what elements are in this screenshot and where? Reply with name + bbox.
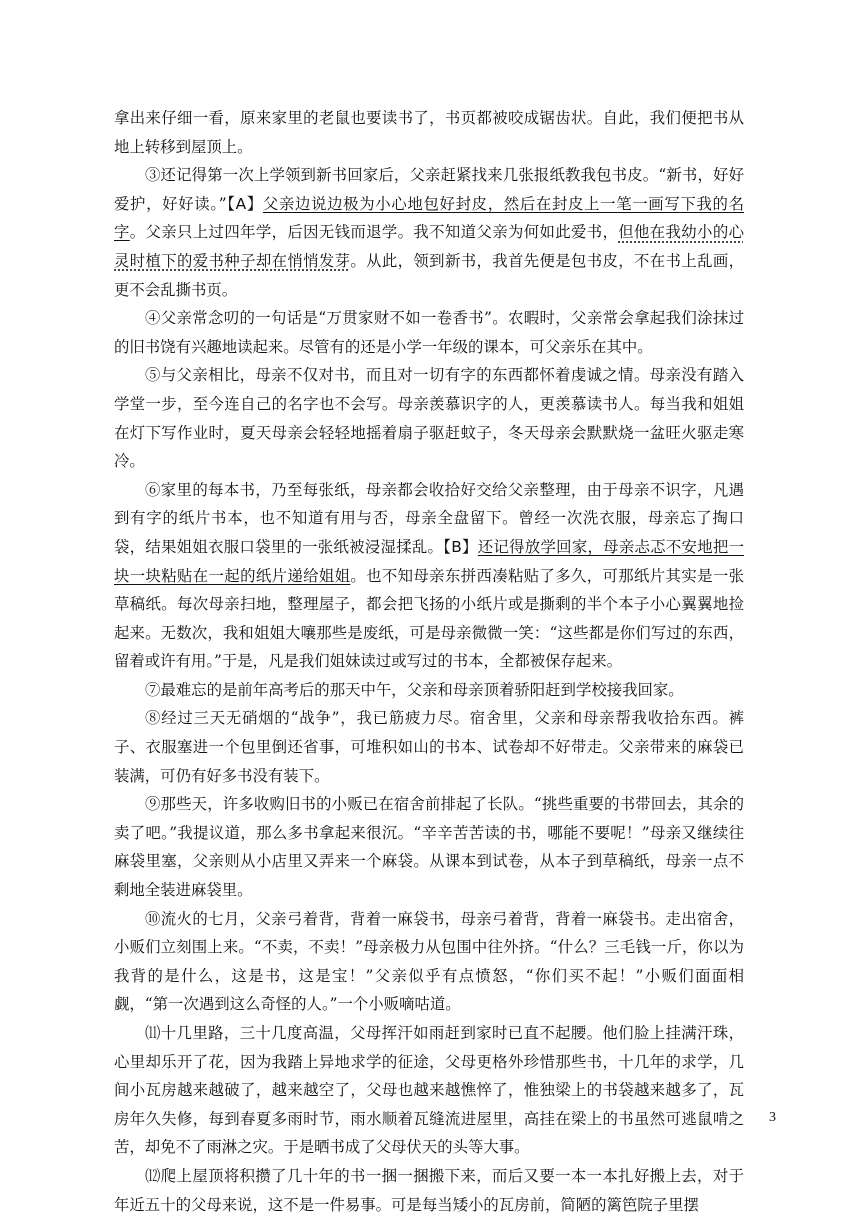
- paragraph-3: [114, 161, 744, 304]
- underlined-sentence-a: 父亲边说边极为小心地包好封皮，然后在封皮上一笔一画写下我的名字: [114, 194, 744, 242]
- paragraph-3-text-b: 。父亲只上过四年学，后因无钱而退学。我不知道父亲为何如此爱书，: [129, 223, 619, 242]
- underlined-sentence-b: 还记得放学回家，母亲忐忑不安地把一块一块粘贴在一起的纸片递给姐姐: [114, 537, 744, 585]
- marker-a: 【A】: [226, 194, 263, 213]
- paragraph-6-text-a: ⑥家里的每本书，乃至每张纸，母亲都会收拾好交给父亲整理，由于母亲不识字，凡遇到有字的纸片书本，也不知道有用与否，母亲全盘留下。曾经一次洗衣服，母亲忘了掏口袋，结果姐姐衣服口袋里的一张纸被浸湿揉乱。: [114, 480, 744, 556]
- paragraph-6-text-b: 。也不知母亲东拼西凑粘贴了多久，可那纸片其实是一张草稿纸。每次母亲扫地，整理屋子，都会把飞扬的小纸片或是撕剩的半个本子小心翼翼地捡起来。无数次，我和姐姐大嚷那些是废纸，可是母亲微微一笑：“这些都是你们写过的东西，留着或许有用。”于是，凡是我们姐妹读过或写过的书本，全都被保存起来。: [114, 566, 744, 671]
- paragraph-3-text-a: ③还记得第一次上学领到新书回家后，父亲赶紧找来几张报纸教我包书皮。“新书，好好爱护，好好读。”: [114, 166, 744, 213]
- paragraph-10: ⑩流火的七月，父亲弓着背，背着一麻袋书，母亲弓着背，背着一麻袋书。走出宿舍，小贩们立刻围上来。“不卖，不卖！”母亲极力从包围中往外挤。“什么？三毛钱一斤，你以为我背的是什么，这是书，这是宝！”父亲似乎有点愤怒，“你们买不起！”小贩们面面相觑，“第一次遇到这么奇怪的人。”一个小贩嘀咕道。: [114, 909, 744, 1014]
- marker-b: 【B】: [443, 537, 478, 556]
- page-number: 3: [769, 1110, 776, 1125]
- dotted-sentence: 但他在我幼小的心灵时植下的爱书种子却在悄悄发芽: [114, 223, 744, 270]
- paragraph-3-text-c: 。从此，领到新书，我首先便是包书皮，不在书上乱画，更不会乱撕书页。: [114, 251, 744, 299]
- paragraph-6: [114, 476, 744, 676]
- paragraph-4: ④父亲常念叨的一句话是“万贯家财不如一卷香书”。农暇时，父亲常会拿起我们涂抹过的旧书饶有兴趣地读起来。尽管有的还是小学一年级的课本，可父亲乐在其中。: [114, 309, 744, 356]
- document-body: [114, 104, 744, 1219]
- paragraph-7: ⑦最难忘的是前年高考后的那天中午，父亲和母亲顶着骄阳赶到学校接我回家。: [145, 680, 684, 699]
- paragraph-11: ⑾十几里路，三十几度高温，父母挥汗如雨赶到家时已直不起腰。他们脸上挂满汗珠，心里却乐开了花，因为我踏上异地求学的征途，父母更格外珍惜那些书，十几年的求学，几间小瓦房越来越破了，越来越空了，父母也越来越憔悴了，惟独梁上的书袋越来越多了，瓦房年久失修，每到春夏多雨时节，雨水顺着瓦缝流进屋里，高挂在梁上的书虽然可逃鼠啃之苦，却免不了雨淋之灾。于是晒书成了父母伏天的头等大事。: [114, 1024, 744, 1157]
- paragraph-continuation: 拿出来仔细一看，原来家里的老鼠也要读书了，书页都被咬成锯齿状。自此，我们便把书从地上转移到屋顶上。: [114, 109, 744, 156]
- paragraph-9: ⑨那些天，许多收购旧书的小贩已在宿舍前排起了长队。“挑些重要的书带回去，其余的卖了吧。”我提议道，那么多书拿起来很沉。“辛辛苦苦读的书，哪能不要呢！”母亲又继续往麻袋里塞，父亲则从小店里又弄来一个麻袋。从课本到试卷，从本子到草稿纸，母亲一点不剩地全装进麻袋里。: [114, 795, 744, 900]
- paragraph-8: ⑧经过三天无硝烟的“战争”，我已筋疲力尽。宿舍里，父亲和母亲帮我收拾东西。裤子、衣服塞进一个包里倒还省事，可堆积如山的书本、试卷却不好带走。父亲带来的麻袋已装满，可仍有好多书没有装下。: [114, 709, 744, 785]
- paragraph-12: ⑿爬上屋顶将积攒了几十年的书一捆一捆搬下来，而后又要一本一本扎好搬上去，对于年近五十的父母来说，这不是一件易事。可是每当矮小的瓦房前，简陋的篱笆院子里摆: [114, 1166, 744, 1214]
- paragraph-5: ⑤与父亲相比，母亲不仅对书，而且对一切有字的东西都怀着虔诚之情。母亲没有踏入学堂一步，至今连自己的名字也不会写。母亲羡慕识字的人，更羡慕读书人。每当我和姐姐在灯下写作业时，夏天母亲会轻轻地摇着扇子驱赶蚊子，冬天母亲会默默烧一盆旺火驱走寒冷。: [114, 366, 744, 471]
